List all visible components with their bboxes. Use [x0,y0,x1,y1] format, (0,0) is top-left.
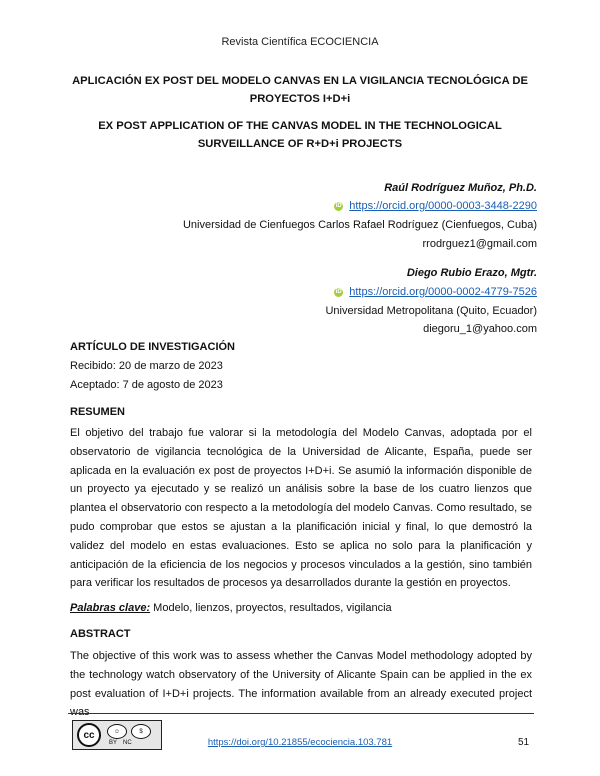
author-2-orcid [334,285,537,299]
title-spanish-line-2: PROYECTOS I+D+i [249,93,351,105]
footer-divider [68,713,534,714]
keywords-text: Modelo, lienzos, proyectos, resultados, vigilancia [150,602,392,614]
keywords [70,601,392,615]
author-1-name: Raúl Rodríguez Muñoz, Ph.D. [384,182,537,194]
by-person-icon: ☺ [107,724,127,739]
author-2-affiliation: Universidad Metropolitana (Quito, Ecuador) [325,305,537,317]
abstract-text: The objective of this work was to assess whether the Canvas Model methodology adopted by the technology watch observatory of the University of Alicante Spain can be applied in the ex post evaluation of I+D+i projects. The information available from an already executed project [70,650,532,700]
cc-icon: cc [77,723,101,747]
author-2-name: Diego Rubio Erazo, Mgtr. [406,267,537,279]
nc-dollar-icon: $ [131,724,151,739]
cc-by-label: BY [109,740,118,746]
author-2-email: diegoru_1@yahoo.com [423,323,537,335]
journal-header: Revista Científica ECOCIENCIA [221,36,379,48]
author-2-orcid-link[interactable]: https://orcid.org/0000-0002-4779-7526 [349,286,537,298]
resumen-heading: RESUMEN [70,406,126,418]
page-number: 51 [518,737,530,748]
received-date: Recibido: 20 de marzo de 2023 [70,360,223,372]
title-english-line-1: EX POST APPLICATION OF THE CANVAS MODEL IN THE TECHNOLOGICAL [98,120,502,132]
author-1-email: rrodrguez1@gmail.com [422,238,537,250]
author-1-affiliation: Universidad de Cienfuegos Carlos Rafael Rodríguez (Cienfuegos, Cuba) [182,219,537,231]
doi-link[interactable]: https://doi.org/10.21855/ecociencia.103.781 [207,737,393,748]
keywords-label: Palabras clave: [70,602,151,614]
author-1-orcid [334,199,537,213]
orcid-icon: iD [335,288,342,295]
abstract-heading: ABSTRACT [70,628,131,640]
title-english-line-2: SURVEILLANCE OF R+D+i PROJECTS [197,138,403,150]
title-spanish [60,72,540,108]
orcid-icon: iD [335,202,342,209]
article-type: ARTÍCULO DE INVESTIGACIÓN [70,341,236,353]
cc-nc-label: NC [123,740,132,746]
accepted-date: Aceptado: 7 de agosto de 2023 [70,379,223,391]
title-english [60,117,540,153]
resumen-text: El objetivo del trabajo fue valorar si la metodología del Modelo Canvas, adoptada por el observatorio de vigilancia tecnológica de la Universidad de Alicante, España, puede ser aplicada en la evaluación ex post de proyectos I+D+i. Se asumió la información disponible de un proyecto ya ejecutado y se realizó un análisis sobre la base de los cuatro lienzos que plantea el observatorio con respecto a la metodología del modelo Canvas. Como resultado, se pudo comprobar que estos se ajustan a la planificación inicial y final, lo que demostró la validez del modelo en estas evaluaciones. Esto se aplica no solo para la planificación y anticipación de la eficiencia de los negocios y procesos vinculados a la gestión, sino también para verificar los resultados de procesos ya desarrollados durante la gestión en proyectos. [70,427,532,590]
author-1-orcid-link[interactable]: https://orcid.org/0000-0003-3448-2290 [349,200,537,212]
title-spanish-line-1: APLICACIÓN EX POST DEL MODELO CANVAS EN LA VIGILANCIA TECNOLÓGICA DE [72,75,528,87]
doi-footer [0,737,600,748]
